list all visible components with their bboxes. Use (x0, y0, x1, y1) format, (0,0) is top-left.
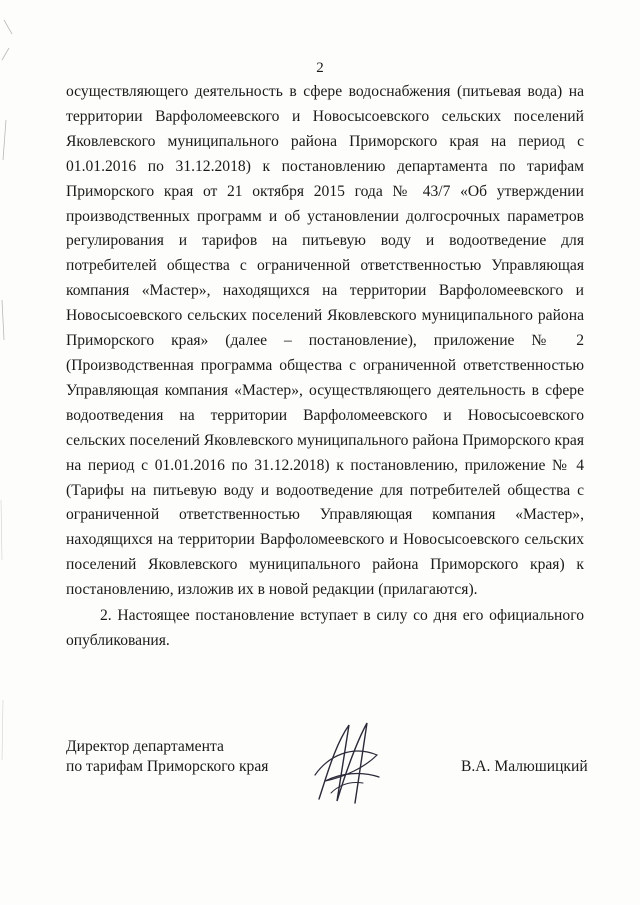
paragraph-effective-date: 2. Настоящее постановление вступает в силу со дня его официального опубликования. (66, 607, 584, 649)
signatory-title-line2: по тарифам Приморского края (66, 758, 269, 775)
page-number: 2 (316, 60, 324, 76)
signatory-title (66, 737, 268, 777)
scan-edge-mark (0, 0, 30, 905)
handwritten-signature (305, 715, 385, 807)
signatory-title-line1: Директор департамента (66, 738, 224, 755)
signatory-name: В.А. Малюшицкий (461, 758, 588, 775)
paragraph-continuation: осуществляющего деятельность в сфере водоснабжения (питьевая вода) на территории Варфоломеевского и Новосысоевского сельских поселений Яковлевского муниципального района Приморского края на период с 01.01.2016 по 31.12.2018) к постановлению департамента по тарифам Приморского края от 21 октября 2015 года № 43/7 «Об утверждении производственных программ и об установлении долгосрочных параметров регулирования и тарифов на питьевую воду и водоотведение для потребителей общества с ограниченной ответственностью Управляющая компания «Мастер», находящихся на территории Варфоломеевского и Новосысоевского сельских поселений Яковлевского муниципального района Приморского края» (далее – постановление), приложение № 2 (Производственная программа общества с ограниченной ответственностью Управляющая компания «Мастер», осуществляющего деятельность в сфере водоотведения на территории Варфоломеевского и Новосысоевского сельских поселений Яковлевского муниципального района Приморского края на период с 01.01.2016 по 31.12.2018) к постановлению, приложение № 4 (Тарифы на питьевую воду и водоотведение для потребителей общества с ограниченной ответственностью Управляющая компания «Мастер», находящихся на территории Варфоломеевского и Новосысоевского сельских поселений Яковлевского муниципального района Приморского края) к постановлению, изложив их в новой редакции (прилагаются). (66, 83, 584, 599)
document-body (66, 80, 584, 654)
